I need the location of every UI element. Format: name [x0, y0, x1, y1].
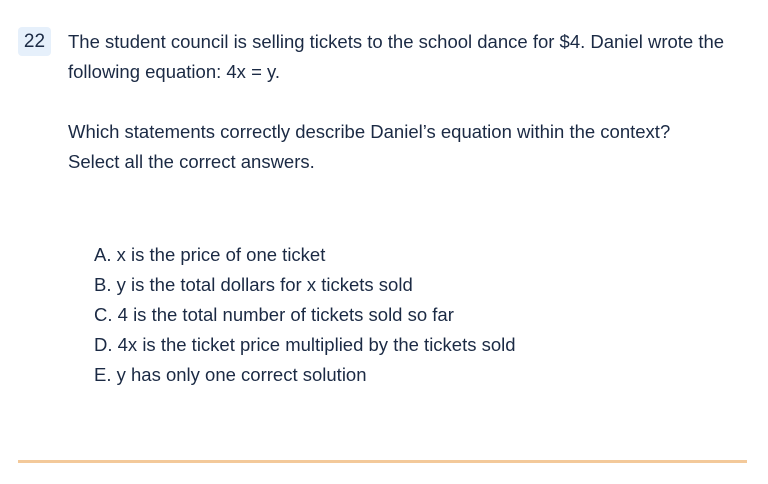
answer-choice-c[interactable]: C. 4 is the total number of tickets sold so far: [94, 304, 454, 325]
answer-choice-a[interactable]: A. x is the price of one ticket: [94, 244, 326, 265]
question-instruction: Select all the correct answers.: [68, 151, 315, 172]
answer-choices-list: [94, 240, 516, 390]
section-divider: [18, 460, 747, 463]
answer-choice-e[interactable]: E. y has only one correct solution: [94, 364, 367, 385]
answer-choice-b[interactable]: B. y is the total dollars for x tickets sold: [94, 274, 413, 295]
answer-choice-d[interactable]: D. 4x is the ticket price multiplied by the tickets sold: [94, 334, 516, 355]
question-body: [68, 27, 748, 177]
question-prompt: Which statements correctly describe Daniel’s equation within the context?: [68, 121, 671, 142]
question-number-badge: 22: [18, 27, 51, 56]
question-stem: The student council is selling tickets to the school dance for $4. Daniel wrote the following equation: 4x = y.: [68, 31, 725, 82]
